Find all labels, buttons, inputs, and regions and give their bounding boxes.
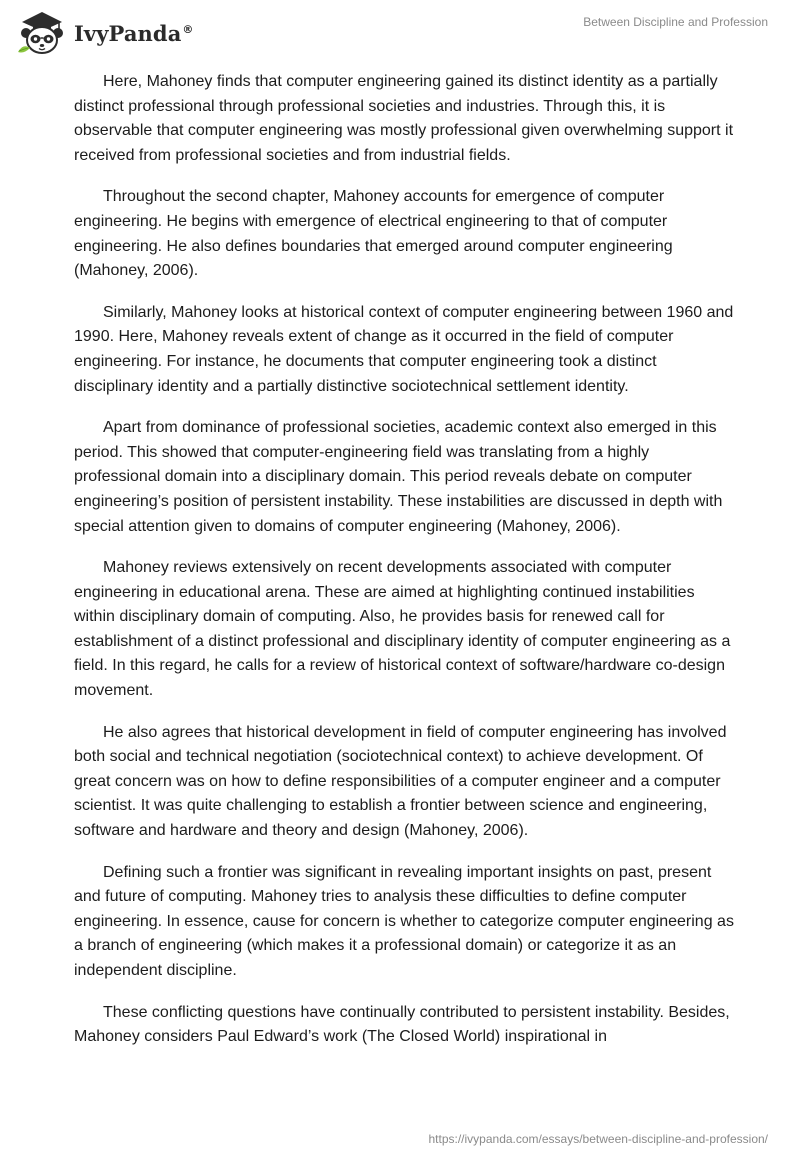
paragraph: These conflicting questions have continually contributed to persistent instability. Besides, Mahoney considers Paul Edward’s work (The Closed World) inspirational in [74,1003,730,1046]
brand-name-text: IvyPanda [74,20,182,46]
registered-mark: ® [182,22,194,36]
document-title: Between Discipline and Profession [583,15,768,29]
paragraph: Mahoney reviews extensively on recent developments associated with computer engineering in educational arena. These are aimed at highlighting continued instabilities within disciplinary domain of computing. Also, he provides basis for renewed call for establishment of a distinct professional and disciplinary identity of computer engineering as a field. In this regard, he calls for a review of historical context of software/hardware co-design movement. [74,559,731,700]
brand-name [74,21,194,46]
page-header [0,0,800,60]
paragraph: Throughout the second chapter, Mahoney accounts for emergence of computer engineering. He begins with emergence of electrical engineering to that of computer engineering. He also defines boundaries that emerged around computer engineering (Mahoney, 2006). [74,188,673,280]
paragraph: Similarly, Mahoney looks at historical context of computer engineering between 1960 and 1990. Here, Mahoney reveals extent of change as it occurred in the field of computer engineering. For instance, he documents that computer engineering took a distinct disciplinary identity and a partially distinctive sociotechnical settlement identity. [74,303,734,395]
source-url[interactable]: https://ivypanda.com/essays/between-discipline-and-profession/ [428,1132,768,1146]
paragraph: Apart from dominance of professional societies, academic context also emerged in this period. This showed that computer-engineering field was translating from a highly professional domain into a disciplinary domain. This period reveals debate on computer engineering’s position of persistent instability. These instabilities are discussed in depth with special attention given to domains of computer engineering (Mahoney, 2006). [74,419,723,535]
paragraph: Here, Mahoney finds that computer engineering gained its distinct identity as a partially distinct professional through professional societies and industries. Through this, it is observable that computer engineering was mostly professional given overwhelming support it received from professional societies and from industrial fields. [74,73,734,164]
paragraph: Defining such a frontier was significant in revealing important insights on past, present and future of computing. Mahoney tries to analysis these difficulties to define computer engineering. In essence, cause for concern is whether to categorize computer engineering as a branch of engineering (which makes it a professional domain) or categorize it as an independent discipline. [74,863,734,979]
ivypanda-logo[interactable] [14,8,194,56]
essay-body [74,70,734,1067]
paragraph: He also agrees that historical development in field of computer engineering has involved both social and technical negotiation (sociotechnical context) to achieve development. Of great concern was on how to define responsibilities of a computer engineer and a computer scientist. It was quite challenging to establish a frontier between science and engineering, software and hardware and theory and design (Mahoney, 2006). [74,723,727,840]
panda-graduate-icon [14,8,70,56]
